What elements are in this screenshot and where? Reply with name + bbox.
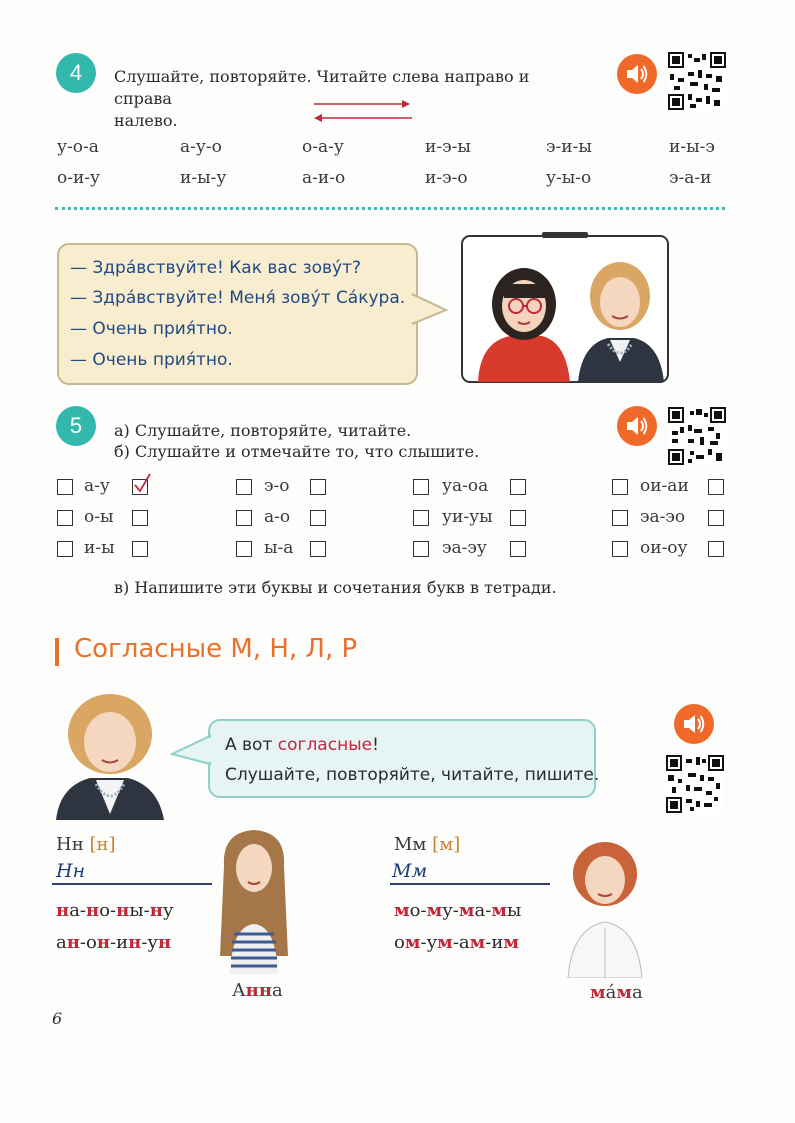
section-title: Согласные М, Н, Л, Р — [74, 634, 358, 664]
left-checkbox[interactable] — [413, 479, 429, 495]
vowel-combination: у-о-а — [57, 137, 99, 157]
audio-speaker-icon[interactable] — [674, 704, 714, 744]
chain-part: н — [149, 900, 163, 921]
exercise-number: 4 — [69, 60, 83, 85]
vowel-combination: и-э-ы — [425, 137, 471, 157]
name-part: А — [232, 980, 246, 1001]
chain-part: м — [469, 932, 486, 953]
right-checkbox[interactable] — [510, 541, 526, 557]
name-part: а́ — [605, 982, 617, 1003]
syllable-chain: ом-ум-ам-им — [394, 932, 520, 953]
handwritten-letter: Нн — [56, 860, 86, 882]
chain-part: м — [404, 932, 421, 953]
heading-bar — [55, 638, 59, 666]
exercise-number-badge — [56, 53, 96, 93]
instruction-line: налево. — [114, 111, 178, 130]
syllable-chain: мо-му-ма-мы — [394, 900, 522, 921]
name-part: а — [632, 982, 643, 1003]
right-checkbox[interactable] — [708, 541, 724, 557]
right-checkbox[interactable] — [310, 510, 326, 526]
qr-code-icon[interactable] — [666, 755, 724, 813]
checkbox-label: и-ы — [84, 538, 115, 558]
chain-part: м — [426, 900, 443, 921]
instruction-b: б) Слушайте и отмечайте то, что слышите. — [114, 442, 480, 461]
checkbox-label: а-у — [84, 476, 110, 496]
right-checkbox[interactable] — [132, 510, 148, 526]
checkbox-label: эа-эо — [640, 507, 686, 527]
checkmark-icon — [132, 472, 152, 494]
checkbox-label: а-о — [264, 507, 291, 527]
chain-part: н — [86, 900, 100, 921]
vowel-combination: а-и-о — [302, 168, 346, 188]
left-checkbox[interactable] — [413, 541, 429, 557]
instruction-a: а) Слушайте, повторяйте, читайте. — [114, 421, 412, 440]
bubble-line: Слушайте, повторяйте, читайте, пишите. — [225, 765, 600, 785]
exercise-number: 5 — [69, 413, 83, 438]
qr-code-icon[interactable] — [668, 407, 726, 465]
phoneme: [м] — [432, 834, 461, 855]
dialogue-line: — Очень прия́тно. — [70, 319, 233, 339]
left-checkbox[interactable] — [413, 510, 429, 526]
vowel-combination: э-а-и — [669, 168, 712, 188]
vowel-combination: э-и-ы — [546, 137, 592, 157]
checkbox-label: уа-оа — [442, 476, 489, 496]
chain-part: м — [503, 932, 520, 953]
anna-illustration — [214, 826, 294, 974]
right-checkbox[interactable] — [310, 479, 326, 495]
right-checkbox[interactable] — [510, 479, 526, 495]
chain-part: н — [56, 900, 70, 921]
chain-part: м — [491, 900, 507, 921]
vowel-combination: и-ы-э — [669, 137, 715, 157]
checkbox-label: эа-эу — [442, 538, 487, 558]
mama-illustration — [562, 838, 648, 978]
page-number: 6 — [52, 1009, 63, 1028]
left-checkbox[interactable] — [57, 510, 73, 526]
audio-speaker-icon[interactable] — [617, 406, 657, 446]
left-checkbox[interactable] — [57, 541, 73, 557]
section-divider — [55, 207, 725, 210]
checkbox-label: ои-оу — [640, 538, 688, 558]
vowel-combination: о-и-у — [57, 168, 101, 188]
vowel-combination: и-ы-у — [180, 168, 227, 188]
consonants-bubble — [208, 719, 596, 798]
name-anna — [232, 980, 283, 1001]
left-checkbox[interactable] — [612, 541, 628, 557]
left-checkbox[interactable] — [612, 479, 628, 495]
name-mama — [590, 982, 643, 1003]
left-checkbox[interactable] — [236, 479, 252, 495]
direction-arrows-icon — [310, 96, 415, 124]
name-part: м — [590, 982, 606, 1003]
letter-pair: Мм — [394, 834, 427, 855]
instruction-c: в) Напишите эти буквы и сочетания букв в тетради. — [114, 578, 557, 597]
chain-part: н — [158, 932, 172, 953]
name-part: м — [616, 982, 633, 1003]
dialogue-line: — Очень прия́тно. — [70, 350, 233, 370]
right-checkbox[interactable] — [310, 541, 326, 557]
audio-speaker-icon[interactable] — [617, 54, 657, 94]
chain-part: м — [437, 932, 453, 953]
bubble-text: А вот — [225, 735, 278, 755]
chain-part: н — [96, 932, 111, 953]
chain-part: м — [458, 900, 475, 921]
writing-line — [52, 883, 212, 885]
chain-part: н — [116, 900, 130, 921]
letter-n-heading — [56, 834, 115, 855]
vowel-combination: а-у-о — [180, 137, 222, 157]
checkbox-label: о-ы — [84, 507, 114, 527]
dialogue-line: — Здра́вствуйте! Как вас зову́т? — [70, 258, 362, 278]
letter-pair: Нн — [56, 834, 84, 855]
bubble-tail — [412, 290, 448, 330]
checkbox-label: ы-а — [264, 538, 294, 558]
chain-part: м — [394, 900, 410, 921]
chain-part: н — [128, 932, 142, 953]
left-checkbox[interactable] — [236, 541, 252, 557]
qr-code-icon[interactable] — [668, 52, 726, 110]
vowel-combination: и-э-о — [425, 168, 468, 188]
checkbox-label: э-о — [264, 476, 290, 496]
left-checkbox[interactable] — [57, 479, 73, 495]
dialogue-line: — Здра́вствуйте! Меня́ зову́т Са́кура. — [70, 288, 406, 308]
bubble-tail — [170, 734, 212, 768]
name-part: нн — [245, 980, 272, 1001]
checkbox-label: ои-аи — [640, 476, 689, 496]
right-checkbox[interactable] — [708, 479, 724, 495]
right-checkbox[interactable] — [708, 510, 724, 526]
writing-line — [390, 883, 550, 885]
chain-part: н — [66, 932, 80, 953]
vowel-combination: о-а-у — [302, 137, 344, 157]
bubble-highlight: согласные — [277, 735, 373, 755]
right-checkbox[interactable] — [132, 541, 148, 557]
phoneme: [н] — [89, 834, 116, 855]
letter-m-heading — [394, 834, 460, 855]
name-part: а — [272, 980, 283, 1001]
bubble-line — [225, 735, 379, 755]
vowel-combination: у-ы-о — [546, 168, 592, 188]
instruction-line: Слушайте, повторяйте. Читайте слева направо и справа — [114, 67, 530, 108]
syllable-chain: на-но-ны-ну — [56, 900, 174, 921]
woman-portrait-illustration — [52, 690, 167, 820]
video-call-illustration — [460, 232, 672, 384]
checkbox-label: уи-уы — [442, 507, 493, 527]
right-checkbox[interactable] — [510, 510, 526, 526]
exercise-number-badge — [56, 406, 96, 446]
left-checkbox[interactable] — [612, 510, 628, 526]
handwritten-letter: Мм — [392, 860, 428, 882]
syllable-chain: ан-он-ин-ун — [56, 932, 172, 953]
left-checkbox[interactable] — [236, 510, 252, 526]
bubble-text: ! — [372, 735, 379, 755]
